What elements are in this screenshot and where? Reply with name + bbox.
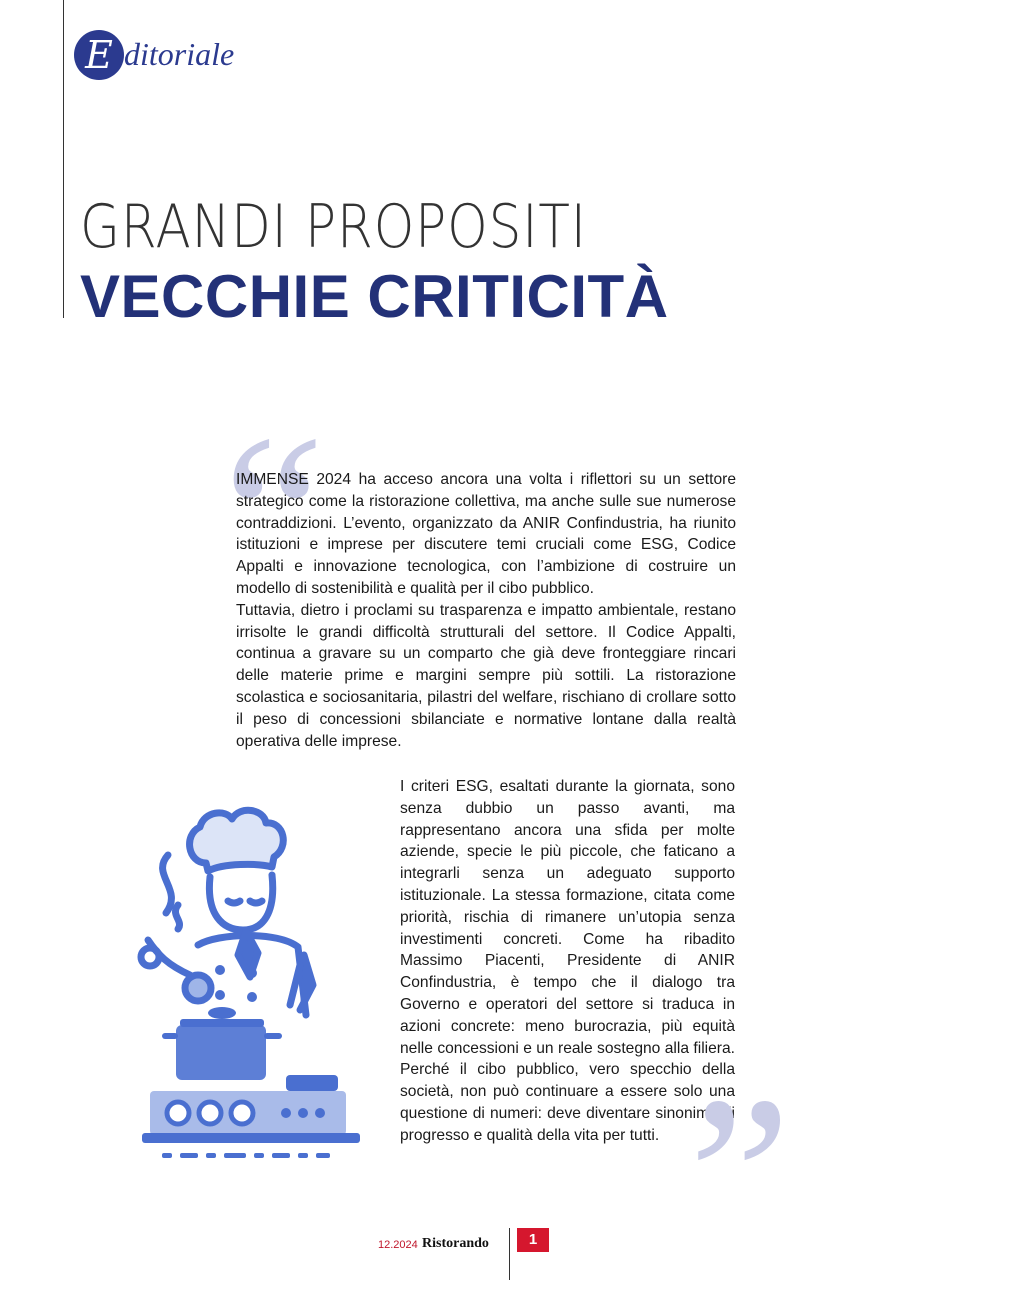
article-column-top [236,469,736,752]
logo-initial: E [85,33,113,77]
title-line-1: GRANDI PROPOSITI [80,192,587,262]
section-logo [74,30,254,86]
chef-cooking-illustration [128,805,373,1170]
title-line-2: VECCHIE CRITICITÀ [80,263,669,330]
issue-date: 12.2024 [378,1239,418,1251]
page-number: 1 [517,1228,549,1252]
article-paragraph-1: IMMENSE 2024 ha acceso ancora una volta i riflettori su un settore strategico come la ristorazione collettiva, ma anche sulle sue numerose contraddizioni. L’evento, organizzato da ANIR Confindustria, ha riunito istituzioni e imprese per discutere temi cruciali come ESG, Codice Appalti e innovazione tecnologica, con l’ambizione di costruire un modello di sostenibilità e qualità per il cibo pubblico. [236,471,736,597]
footer-rule [509,1228,510,1280]
close-quote-mark: ” [664,1049,792,1304]
left-rule [63,0,64,318]
magazine-name: Ristorando [422,1236,489,1251]
logo-label: ditoriale [124,36,235,72]
open-quote-mark: “ [200,387,328,642]
article-paragraph-3: I criteri ESG, esaltati durante la giornata, sono senza dubbio un passo avanti, ma rappresentano ancora una sfida per molte aziende, specie le più piccole, che faticano a integrarli senza un adeguato supporto istituzionale. La stessa formazione, citata come priorità, rischia di rimanere un’utopia senza investimenti concreti. Come ha ribadito Massimo Piacenti, Presidente di ANIR Confindustria, è tempo che il dialogo tra Governo e operatori del settore si traduca in azioni concrete: meno burocrazia, più equità nelle concessioni e un reale sostegno alla filiera. Perché il cibo pubblico, vero specchio della società, non può continuare a essere solo una questione di numeri: deve diventare sinonimo di progresso e qualità della vita per tutti. [400,778,735,1144]
article-paragraph-2: Tuttavia, dietro i proclami su trasparenza e impatto ambientale, restano irrisolte le grandi difficoltà strutturali del settore. Il Codice Appalti, continua a gravare su un comparto che già deve fronteggiare rincari delle materie prime e margini sempre più sottili. La ristorazione scolastica e sociosanitaria, pilastri del welfare, rischiano di crollare sotto il peso di concessioni sbilanciate e normative lontane dalla realtà operativa delle imprese. [236,601,736,750]
